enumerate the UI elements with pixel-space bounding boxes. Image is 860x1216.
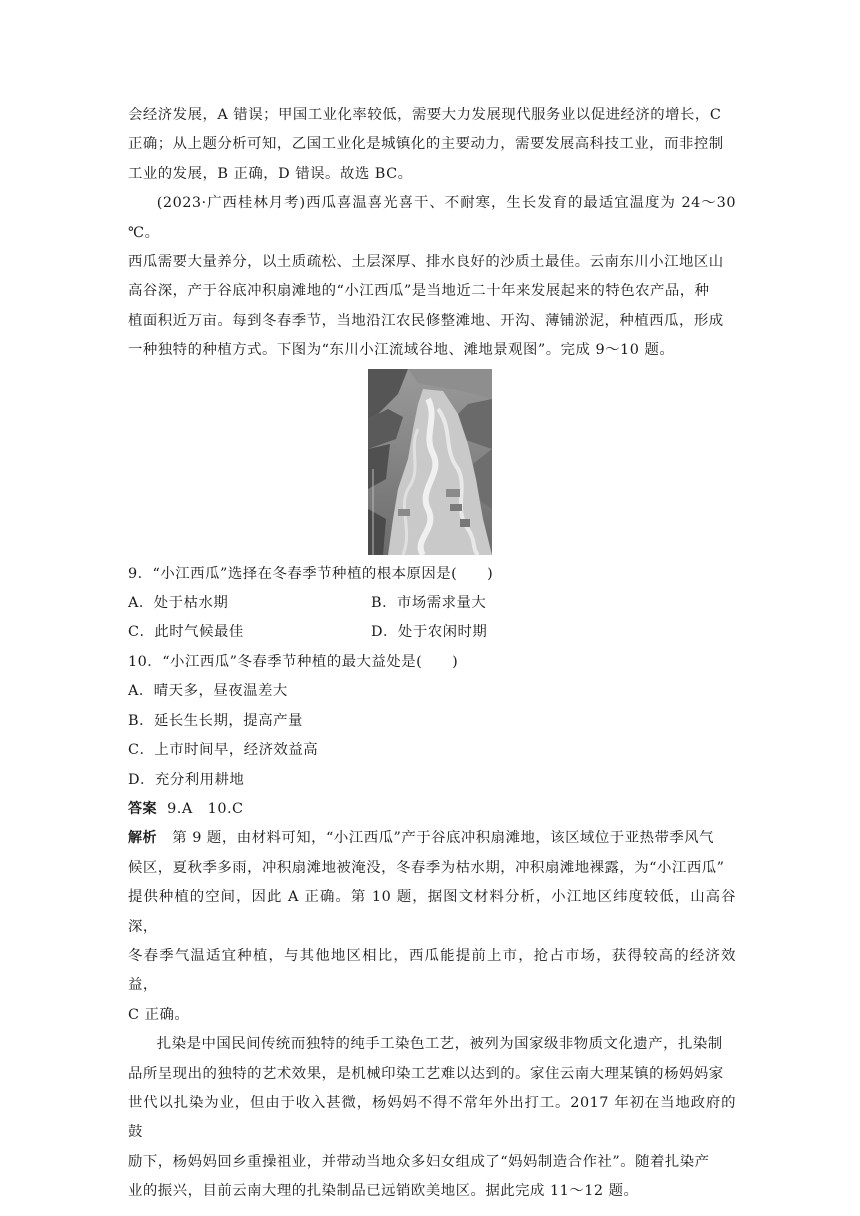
q9-option-d: D．处于农闲时期 bbox=[371, 624, 488, 641]
analysis-text: 第 9 题，由材料可知，“小江西瓜”产于谷底冲积扇滩地，该区域位于亚热带季风气 bbox=[172, 830, 715, 847]
passage1-line: 高谷深，产于谷底冲积扇滩地的“小江西瓜”是当地近二十年来发展起来的特色农产品，种 bbox=[128, 283, 710, 300]
q10-option-c: C．上市时间早，经济效益高 bbox=[128, 742, 319, 759]
intro-line: 会经济发展，A 错误；甲国工业化率较低，需要大力发展现代服务业以促进经济的增长，C bbox=[128, 107, 722, 123]
intro-line: 工业的发展，B 正确，D 错误。故选 BC。 bbox=[128, 165, 413, 182]
answer-text: 9.A 10.C bbox=[167, 800, 244, 817]
passage2-line: 业的振兴，目前云南大理的扎染制品已远销欧美地区。据此完成 11～12 题。 bbox=[128, 1183, 639, 1200]
q10-option-b: B．延长生长期，提高产量 bbox=[128, 712, 303, 729]
analysis-label: 解析 bbox=[128, 830, 157, 847]
intro-line: 正确；从上题分析可知，乙国工业化是城镇化的主要动力，需要发展高科技工业，而非控制 bbox=[128, 136, 724, 153]
q9-option-a: A．处于枯水期 bbox=[128, 595, 229, 612]
analysis-line: 候区，夏秋季多雨，冲积扇滩地被淹没，冬春季为枯水期，冲积扇滩地裸露，为“小江西瓜” bbox=[128, 859, 725, 876]
q10-option-d: D．充分利用耕地 bbox=[128, 771, 245, 788]
figure-container bbox=[128, 367, 736, 560]
passage2-line: 励下，杨妈妈回乡重操祖业，并带动当地众多妇女组成了“妈妈制造合作社”。随着扎染产 bbox=[128, 1153, 710, 1170]
passage2-line: 品所呈现出的独特的艺术效果，是机械印染工艺难以达到的。家住云南大理某镇的杨妈妈家 bbox=[128, 1065, 724, 1082]
question-10-stem: 10．“小江西瓜”冬春季节种植的最大益处是( ) bbox=[128, 653, 459, 670]
valley-landscape-photo bbox=[368, 369, 492, 555]
question-9-options-row-1 bbox=[128, 589, 736, 618]
passage1-line: 植面积近万亩。每到冬春季节，当地沿江农民修整滩地、开沟、薄铺淤泥，种植西瓜，形成 bbox=[128, 312, 724, 329]
answer-label: 答案 bbox=[128, 800, 157, 817]
analysis-first-line bbox=[128, 824, 736, 853]
question-9-stem: 9．“小江西瓜”选择在冬春季节种植的根本原因是( ) bbox=[128, 565, 494, 582]
analysis-line: 冬春季气温适宜种植，与其他地区相比，西瓜能提前上市，抢占市场，获得较高的经济效益， bbox=[128, 947, 736, 994]
question-9-options-row-2 bbox=[128, 618, 736, 647]
passage1-line: 一种独特的种植方式。下图为“东川小江流域谷地、滩地景观图”。完成 9～10 题。 bbox=[128, 342, 675, 359]
q9-option-c: C．此时气候最佳 bbox=[128, 624, 244, 641]
analysis-line: 提供种植的空间，因此 A 正确。第 10 题，据图文材料分析，小江地区纬度较低，山高谷深， bbox=[128, 889, 736, 935]
passage2-line: 扎染是中国民间传统而独特的纯手工染色工艺，被列为国家级非物质文化遗产，扎染制 bbox=[156, 1036, 723, 1053]
passage1-line: (2023·广西桂林月考)西瓜喜温喜光喜干、不耐寒，生长发育的最适宜温度为 24～30 ℃。 bbox=[128, 195, 736, 241]
q10-option-a: A．晴天多，昼夜温差大 bbox=[128, 683, 288, 700]
passage2-line: 世代以扎染为业，但由于收入甚微，杨妈妈不得不常年外出打工。2017 年初在当地政府的鼓 bbox=[128, 1094, 736, 1141]
answer-line bbox=[128, 795, 736, 824]
passage1-line: 西瓜需要大量养分，以土质疏松、土层深厚、排水良好的沙质土最佳。云南东川小江地区山 bbox=[128, 254, 724, 271]
page-content bbox=[128, 101, 736, 1207]
q9-option-b: B．市场需求量大 bbox=[371, 595, 487, 612]
analysis-line: C 正确。 bbox=[128, 1006, 190, 1023]
